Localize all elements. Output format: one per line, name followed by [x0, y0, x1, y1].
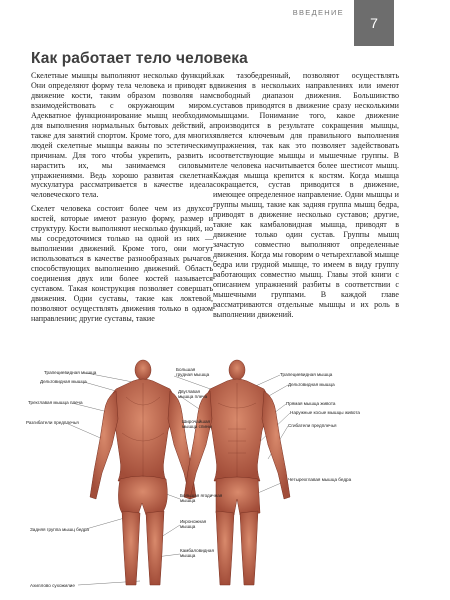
- paragraph: Скелет человека состоит более чем из двухсот костей, которые имеют разную форму, размер и структуру. Кости выполняют несколько функций, но мы сосредоточимся только на одной из них — выполнении движений. Кроме того, они могут использоваться в качестве разнообразных рычагов, способствующих выполнению движений. Область соединения двух или более костей называется суставом. Такая конструкция позволяет совершать движения. Одни суставы, такие как локтевой, позволяют осуществлять движения только в одном направлении; другие суставы, такие: [31, 204, 213, 323]
- page-title: Как работает тело человека: [31, 50, 248, 67]
- label-forearm-flexors: Сгибатели предплечья: [288, 423, 337, 428]
- label-gluteus-maximus: Большая ягодичная мышца: [180, 493, 223, 504]
- paragraph: Скелетные мышцы выполняют несколько функций. Они определяют форму тела человека и приводят в движение кости, таким образом позволяя нам взаимодействовать с окружающим миром. Адекватное функционирование мышц необходимо для выполнения нормальных бытовых действий, а также для занятий спортом. Кроме того, для многих людей скелетные мышцы важны по эстетическим причинам. Для того чтобы укрепить, развить и нарастить их, мы занимаемся силовыми упражнениями. Ведь хорошо развитая скелетная мускулатура рассматривается в качестве идеала человеческого тела.: [31, 71, 213, 200]
- page-number-tab: 7: [354, 0, 394, 46]
- right-text-column: [213, 71, 399, 324]
- label-triceps: Трехглавая мышца плеча: [28, 400, 83, 405]
- anatomy-figure: [26, 353, 430, 593]
- label-biceps: Двуглавая мышца плеча: [178, 389, 208, 400]
- label-latissimus: Широчайшая мышца спины: [182, 419, 212, 430]
- label-hamstrings: Задняя группа мышц бедра: [30, 527, 89, 532]
- label-deltoid-front: Дельтовидная мышца: [288, 382, 335, 387]
- label-pectoralis-major: Большая грудная мышца: [176, 367, 210, 378]
- section-header: ВВЕДЕНИЕ: [292, 8, 344, 17]
- label-deltoid-back: Дельтовидная мышца: [40, 379, 87, 384]
- label-trapezius-back: Трапециевидная мышца: [44, 370, 97, 375]
- label-achilles: Ахиллово сухожилие: [30, 583, 75, 588]
- label-gastrocnemius: Икроножная мышца: [180, 519, 207, 530]
- muscle-illustration: [30, 353, 430, 593]
- paragraph: как тазобедренный, позволяют осуществлять движения в нескольких направлениях или имеют свободный диапазон движения. Большинство суставов приводятся в движение сразу несколькими мышцами. Понимание того, какое движение производится в результате сокращения мышцы, является ключевым для правильного выполнения упражнения, так как это позволяет задействовать соответствующие мышцы и мышечные группы. В теле человека насчитывается более шестисот мышц. Каждая мышца крепится к костям. Когда мышца сокращается, сустав приводится в движение, имеющее определенное направление. Одни мышцы и группы мышц, такие как задняя группа мышц бедра, приводят в движение несколько суставов; другие, такие как камбаловидная мышца, приводят в движение только один сустав. Группы мышц зачастую совместно выполняют определенные движения. Когда мы говорим о четырехглавой мышце бедра или грудной мышце, то имеем в виду группу работающих совместно мышц. Главы этой книги с описанием упражнений разбиты в соответствии с мышечными группами. В каждой главе рассматриваются отдельные мышцы и их роль в выполнении движений.: [213, 71, 399, 319]
- label-trapezius-front: Трапециевидная мышца: [280, 372, 333, 377]
- label-obliques: Наружные косые мышцы живота: [290, 410, 360, 415]
- left-text-column: [31, 71, 213, 328]
- label-forearm-extensors: Разгибатели предплечья: [26, 420, 79, 425]
- label-soleus: Камбаловидная мышца: [180, 548, 214, 559]
- label-rectus-abdominis: Прямая мышца живота: [286, 401, 336, 406]
- label-quadriceps: Четырехглавая мышца бедра: [288, 477, 352, 482]
